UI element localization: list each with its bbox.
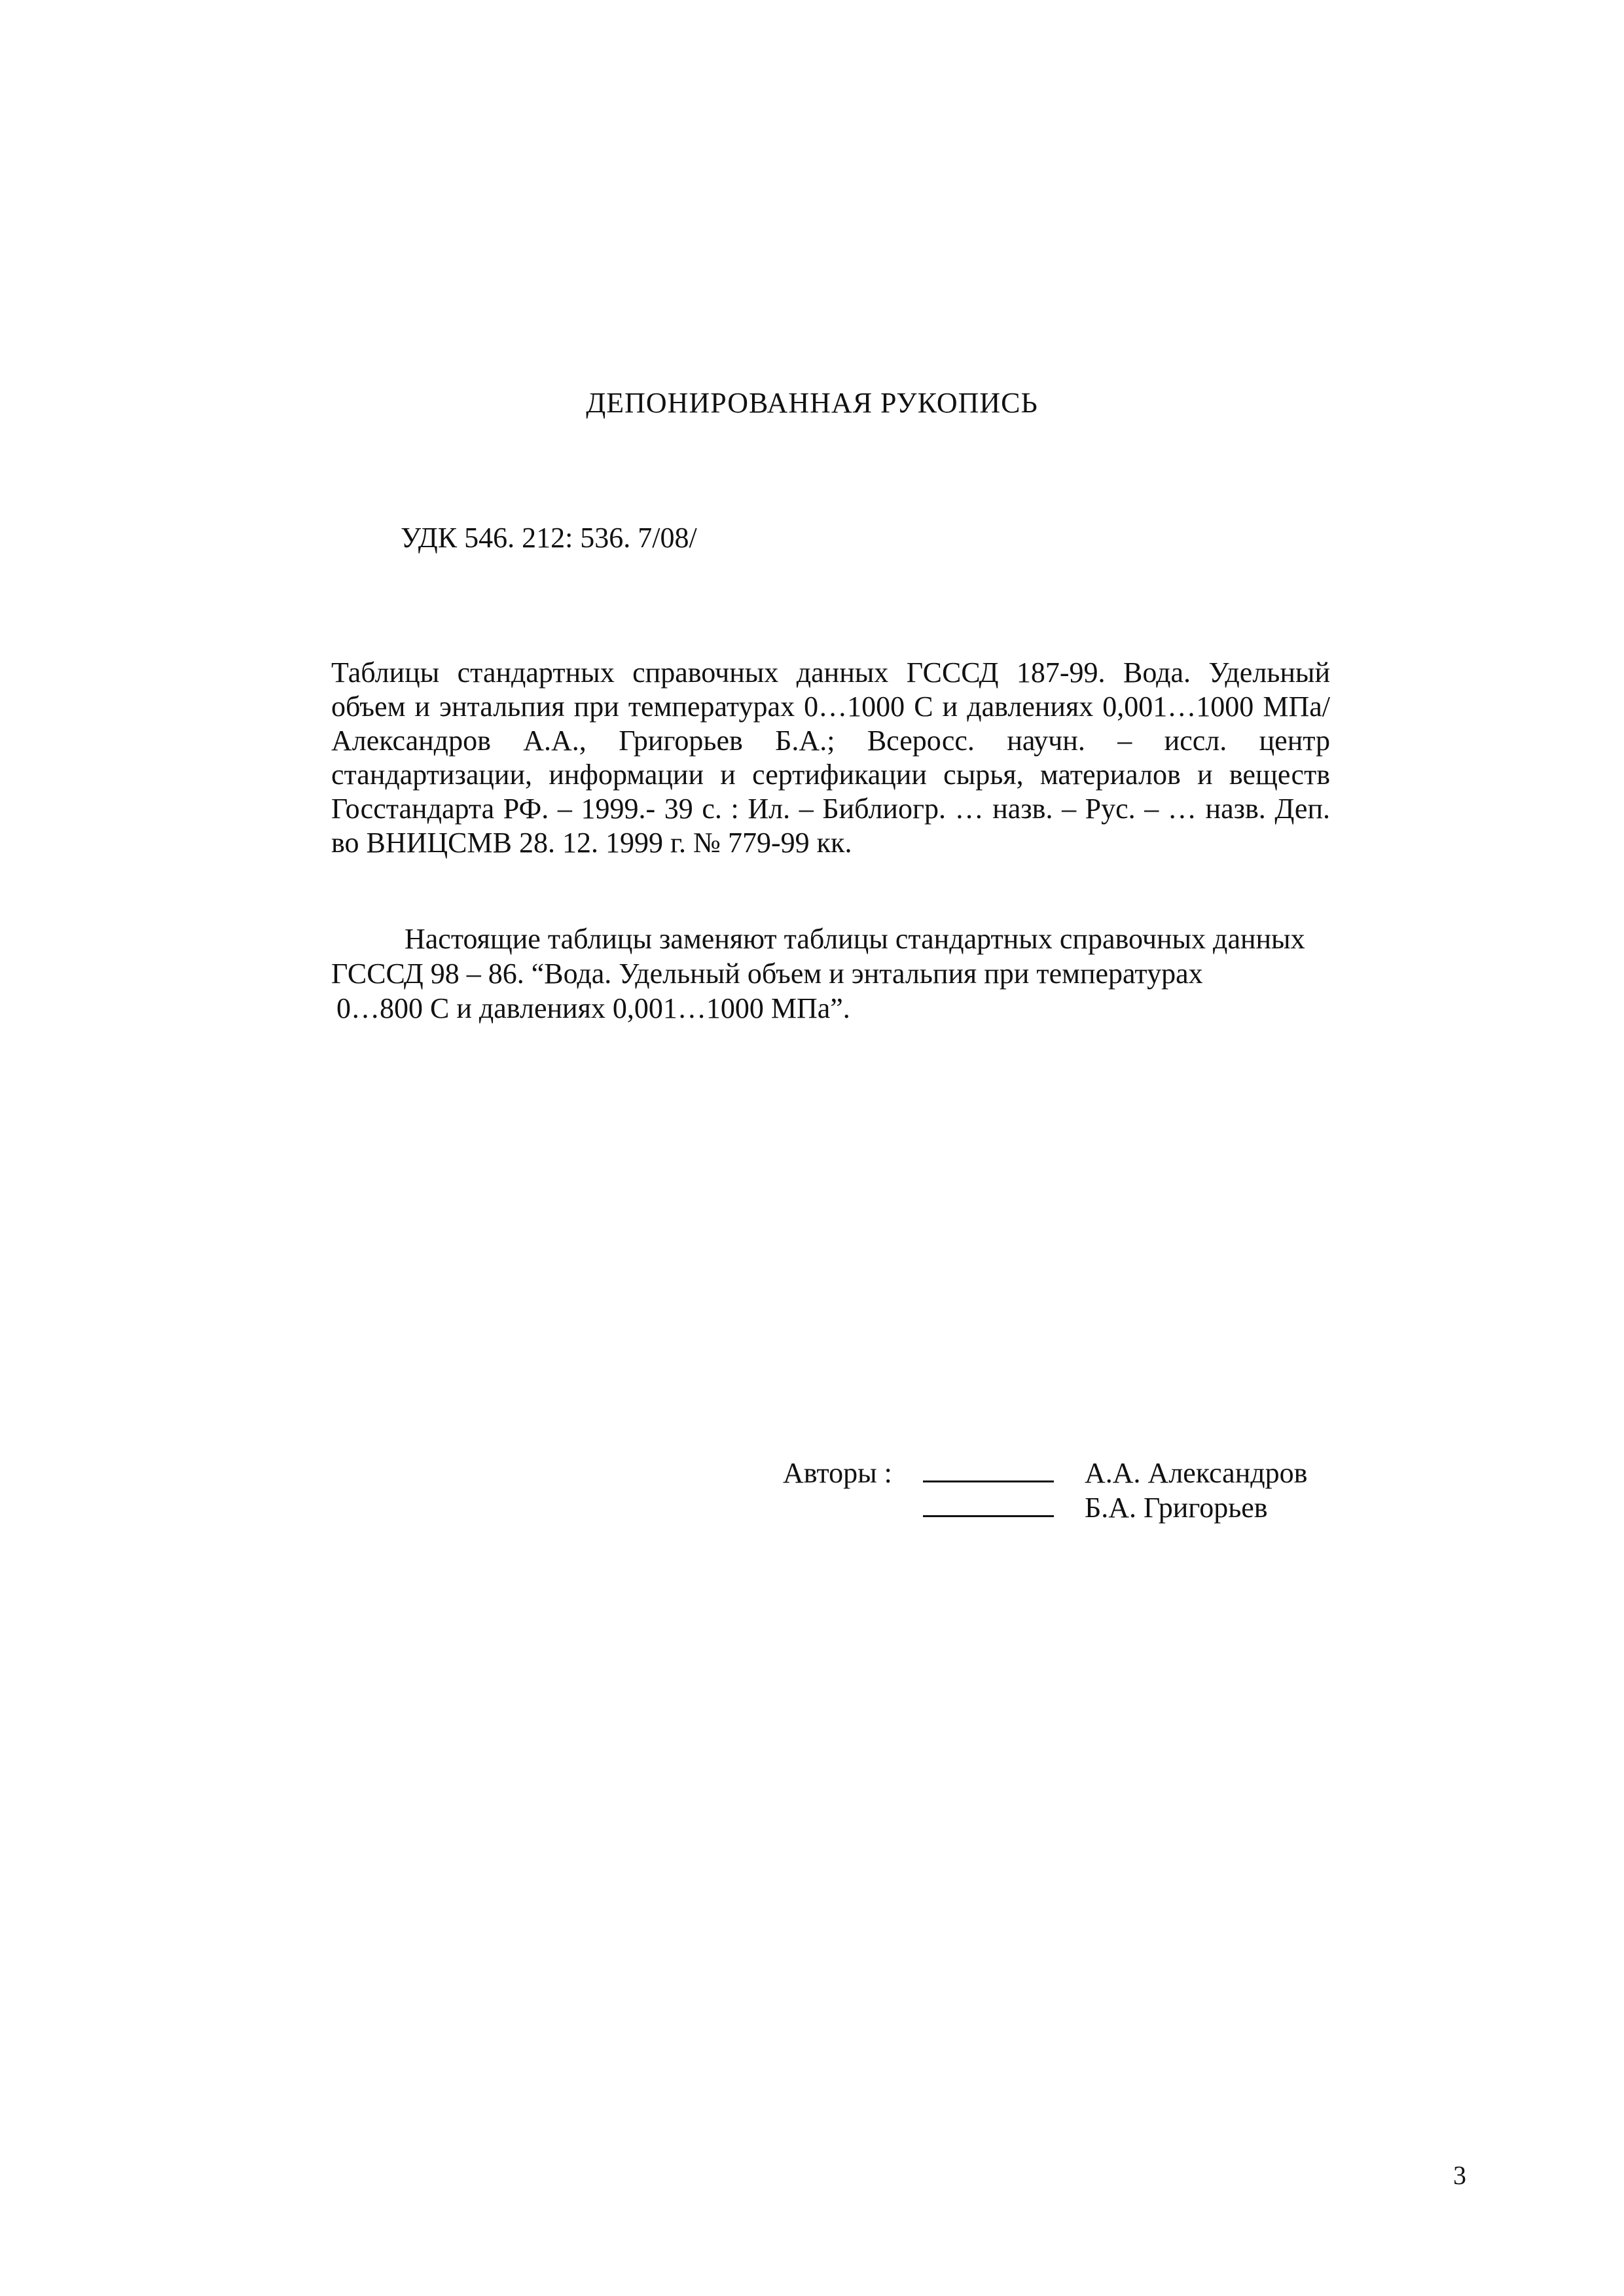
bibliographic-line: объем и энтальпия при температурах 0…1000 С и давлениях 0,001…1000 МПа/ bbox=[331, 691, 1330, 723]
replacement-line: ГСССД 98 – 86. “Вода. Удельный объем и энтальпия при температурах bbox=[331, 958, 1203, 990]
udk-code: УДК 546. 212: 536. 7/08/ bbox=[401, 522, 697, 554]
replacement-line: 0…800 С и давлениях 0,001…1000 МПа”. bbox=[336, 992, 850, 1024]
author-row bbox=[923, 1491, 1268, 1524]
replacement-line: Настоящие таблицы заменяют таблицы стандартных справочных данных bbox=[405, 923, 1305, 955]
replacement-note bbox=[331, 922, 1330, 1026]
document-title: ДЕПОНИРОВАННАЯ РУКОПИСЬ bbox=[586, 387, 1038, 419]
bibliographic-line: стандартизации, информации и сертификации сырья, материалов и веществ bbox=[331, 759, 1330, 791]
signature-line bbox=[923, 1461, 1054, 1482]
authors-label: Авторы : bbox=[783, 1457, 892, 1489]
bibliographic-line: во ВНИЦСМВ 28. 12. 1999 г. № 779-99 кк. bbox=[331, 827, 852, 859]
author-name: А.А. Александров bbox=[1085, 1457, 1308, 1489]
author-name: Б.А. Григорьев bbox=[1085, 1492, 1268, 1524]
page-number: 3 bbox=[1453, 2161, 1466, 2190]
bibliographic-line: Таблицы стандартных справочных данных ГСССД 187-99. Вода. Удельный bbox=[331, 656, 1330, 689]
bibliographic-line: Госстандарта РФ. – 1999.- 39 с. : Ил. – Библиогр. … назв. – Рус. – … назв. Деп. bbox=[331, 793, 1330, 825]
bibliographic-line: Александров А.А., Григорьев Б.А.; Всеросс. научн. – иссл. центр bbox=[331, 725, 1330, 757]
bibliographic-description bbox=[331, 656, 1330, 860]
signature-line bbox=[923, 1496, 1054, 1517]
author-row bbox=[923, 1456, 1307, 1490]
